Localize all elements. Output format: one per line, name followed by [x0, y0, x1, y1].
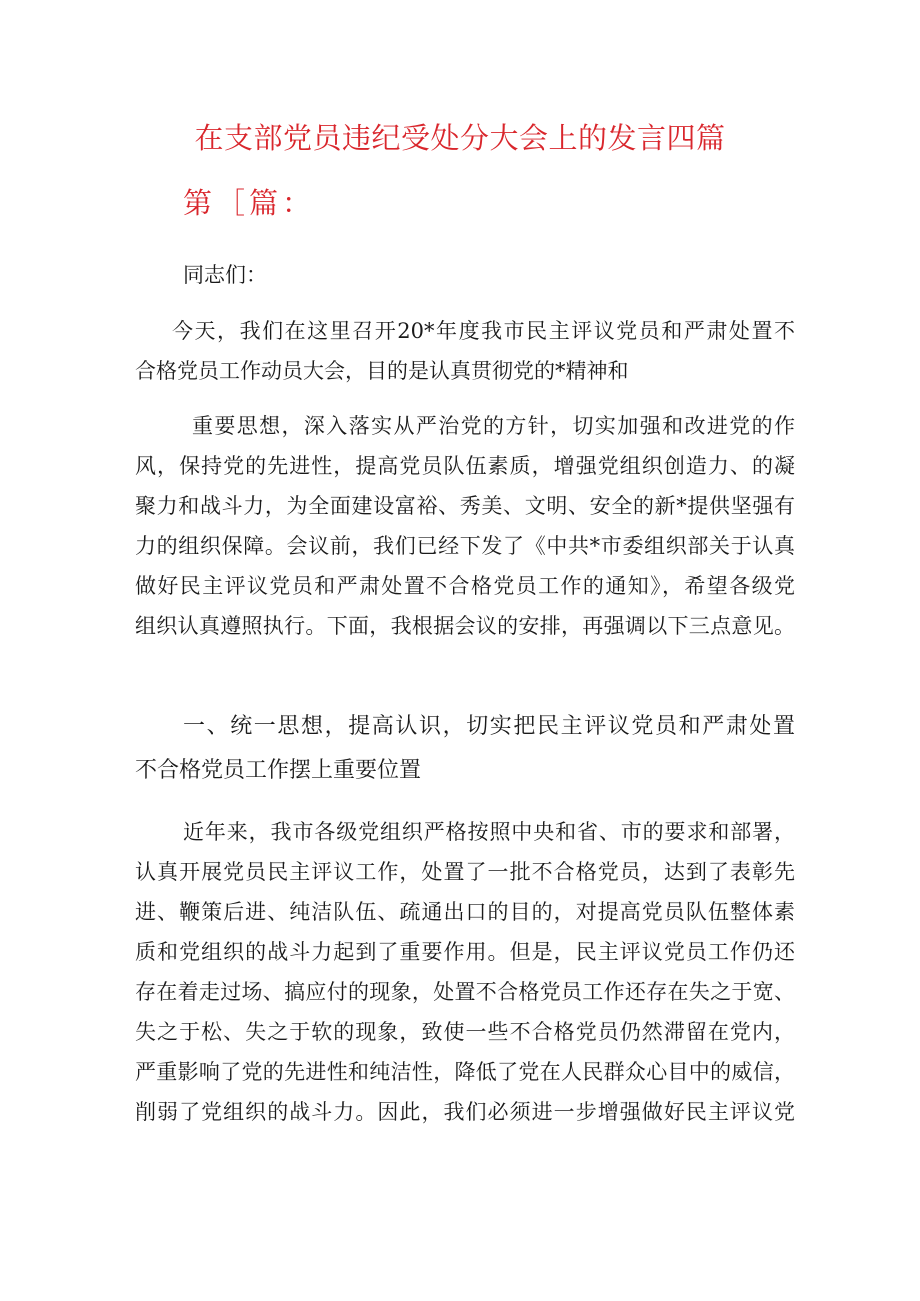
paragraph-3-line-1: 近年来，我市各级党组织严格按照中央和省、市的要求和部署，	[183, 820, 795, 844]
paragraph-2-line-6: 组织认真遵照执行。下面，我根据会议的安排，再强调以下三点意见。	[135, 614, 795, 638]
paragraph-2-line-1: 重要思想，深入落实从严治党的方针，切实加强和改进党的作	[192, 414, 795, 438]
heading-1	[135, 705, 795, 793]
greeting: 同志们：	[183, 263, 267, 287]
paragraph-1-line-1: 今天，我们在这里召开20*年度我市民主评议党员和严肃处置不	[172, 319, 795, 343]
paragraph-3-line-5: 存在着走过场、搞应付的现象，处置不合格党员工作还存在失之于宽、	[135, 980, 795, 1004]
paragraph-2	[135, 406, 795, 646]
paragraph-3	[135, 812, 795, 1132]
paragraph-3-line-2: 认真开展党员民主评议工作，处置了一批不合格党员，达到了表彰先	[135, 860, 795, 884]
paragraph-3-line-7: 严重影响了党的先进性和纯洁性，降低了党在人民群众心目中的威信，	[135, 1060, 795, 1084]
section-label: 第［篇：	[183, 186, 316, 220]
paragraph-1	[135, 311, 795, 391]
paragraph-3-line-8: 削弱了党组织的战斗力。因此，我们必须进一步增强做好民主评议党	[135, 1100, 795, 1124]
paragraph-2-line-4: 力的组织保障。会议前，我们已经下发了《中共*市委组织部关于认真	[135, 534, 795, 558]
heading-1-line-2: 不合格党员工作摆上重要位置	[135, 758, 422, 783]
paragraph-3-line-3: 进、鞭策后进、纯洁队伍、疏通出口的目的，对提高党员队伍整体素	[135, 900, 795, 924]
paragraph-2-line-2: 风，保持党的先进性，提高党员队伍素质，增强党组织创造力、的凝	[135, 454, 795, 478]
paragraph-2-line-5: 做好民主评议党员和严肃处置不合格党员工作的通知》，希望各级党	[135, 574, 795, 598]
paragraph-3-line-4: 质和党组织的战斗力起到了重要作用。但是，民主评议党员工作仍还	[135, 940, 795, 964]
document-title: 在支部党员违纪受处分大会上的发言四篇	[194, 121, 726, 155]
heading-1-line-1: 一、统一思想，提高认识，切实把民主评议党员和严肃处置	[183, 714, 795, 739]
paragraph-2-line-3: 聚力和战斗力，为全面建设富裕、秀美、文明、安全的新*提供坚强有	[135, 494, 795, 518]
paragraph-1-line-2: 合格党员工作动员大会，目的是认真贯彻党的*精神和	[135, 359, 629, 383]
paragraph-3-line-6: 失之于松、失之于软的现象，致使一些不合格党员仍然滞留在党内，	[135, 1020, 795, 1044]
